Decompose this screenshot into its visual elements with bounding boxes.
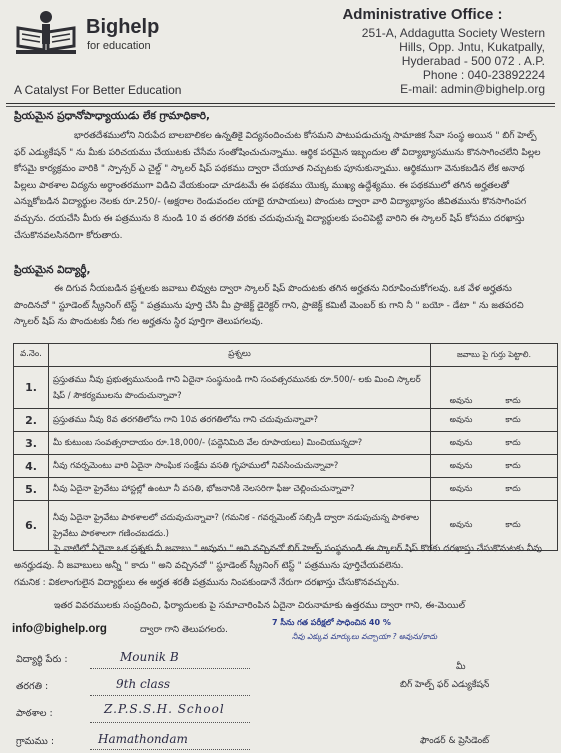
eligibility-paragraph: పై వాటిలో ఏదైనా ఒక ప్రశ్నకు నీ జవాబు " అవును " అని వచ్చినచో బిగ్ హెల్ప్ సంస్థనుండి ఈ స్కాలర్ షిప్ కొరకు దరఖాస్తు చేసుకొనుటకు నీవు అనర్హుడవు. నీ జవాబులు అన్నీ " కాదు " అని వచ్చినచో " స్టూడెంట్ స్క్రీనింగ్ టెస్ట్ " పత్రమును పూర్తిచేయవలెను. — [14, 544, 543, 571]
question-text: ప్రస్తుతము నీవు 8వ తరగతిలోను గాని 10వ తరగతిలోను గాని చదువుచున్నావా? — [49, 409, 431, 432]
school-label: పాఠశాల : — [16, 708, 53, 719]
no-option[interactable]: కాదు — [505, 460, 521, 470]
table-row — [14, 478, 558, 501]
header-divider-thin — [6, 106, 555, 107]
organization-signature: బిగ్ హెల్ప్ ఫర్ ఎడ్యుకేషన్ — [400, 680, 490, 690]
village-value[interactable]: Hamathondam — [98, 732, 188, 746]
col-number-header: వ.నెం. — [14, 344, 49, 367]
question-number: 2. — [14, 409, 49, 432]
office-heading: Administrative Office : — [342, 6, 503, 23]
yes-option[interactable]: అవును — [449, 396, 473, 405]
salutation-headmaster: ప్రియమైన ప్రధానోపాధ్యాయుడు లేక గ్రామాధికారి, — [14, 110, 211, 122]
no-option[interactable]: కాదు — [505, 483, 521, 493]
answer-cell[interactable] — [431, 432, 558, 455]
question-number: 3. — [14, 432, 49, 455]
student-name-value[interactable]: Mounik B — [120, 650, 179, 664]
answer-cell[interactable] — [431, 455, 558, 478]
phone-line: Phone : 040-23892224 — [422, 68, 545, 82]
no-option[interactable]: కాదు — [505, 437, 521, 447]
question-number: 6. — [14, 501, 49, 551]
contact-paragraph: ఇతర వివరములకు సంప్రదించి, ఫిర్యాదులకు పై సమాచారింపిన ఏదైనా చిరునామాకు ఉత్తరము ద్వారా గాని, ఈ-మెయిల్ — [54, 601, 465, 611]
percentage-stamp: 7 సీను గత పరీక్షలో సాధించిన 40 % — [272, 618, 391, 627]
table-header-row — [14, 344, 558, 367]
student-name-line — [90, 668, 250, 669]
col-answer-header: జవాబు పై గుర్తు పెట్టాలి. — [431, 344, 558, 367]
answer-cell[interactable] — [431, 409, 558, 432]
yes-option[interactable]: అవును — [449, 520, 473, 529]
table-row — [14, 432, 558, 455]
table-row — [14, 367, 558, 409]
brand-subtitle: for education — [87, 40, 151, 52]
office-address-block — [300, 6, 545, 96]
col-question-header: ప్రశ్నలు — [49, 344, 431, 367]
yes-option[interactable]: అవును — [449, 460, 473, 470]
village-label: గ్రామము : — [16, 736, 55, 747]
village-line — [90, 749, 250, 750]
founder-title: ఫౌండర్ & ప్రెసిడెంట్ — [420, 736, 490, 746]
bighelp-logo — [14, 10, 78, 56]
tagline: A Catalyst For Better Education — [14, 83, 182, 97]
class-value[interactable]: 9th class — [116, 677, 171, 691]
closing-text: మీ — [456, 662, 466, 672]
student-name-label: విద్యార్థి పేరు : — [16, 654, 68, 665]
brand-name: Bighelp — [86, 16, 160, 38]
book-person-logo-icon — [14, 10, 78, 56]
question-text: నీవు గవర్నమెంటు వారి ఏదైనా సాంఘిక సంక్షేమ వసతి గృహములో నివసించుచున్నావా? — [49, 455, 431, 478]
intro-paragraph: భారతదేశములోని నిరుపేద బాలబాలికల ఉన్నతికై విద్యనందించుట కోసమని పాటుపడుచున్న సామాజిక సేవా సంస్థ అయిన " బిగ్ హెల్ప్ ఫర్ ఎడ్యుకేషన్ " ను మీకు పరిచయము చేయుటకు చేసేమ సంతోషించుచున్నాము. ఆర్థిక పరమైన ఇబ్బందుల తో విద్యాభ్యాసమును కొనసాగించలేని పిల్లల కోసమై కార్యక్రమం వారికి " స్పాన్సర్ ఎ చైల్డ్ " స్కాలర్ షిప్ పథకము ద్వారా చేయూత నిచ్చుటకు పూనుకున్నాము. ఆర్థికముగా వెనుకబడిన లేక అనాథ పిల్లలు పాఠశాల విద్యను అర్ధాంతరముగా విడిచి వేయకుండా చూడటమే ఈ పథకము యొక్క ముఖ్య ఉద్దేశ్యము. ఈ పథకములో తగిన అర్హతలతో ఎన్నుకోబడిన విద్యార్థుల నెలకు రూ.250/- (అక్షరాల రెండువందల యాభై రూపాయలు) పొందుట ద్వారా వారి విద్యాభ్యాసం జీవితమును కొనసాగింపగ వచ్చును. దయచేసి మీరు ఈ పత్రమును 8 నుండి 10 వ తరగతి వరకు చదువుచున్న విద్యార్థులకు పంచిపెట్టి వారిని ఈ స్కాలర్ షిప్ కోసము దరఖాస్తు చేసుకొనవలసినదిగా కోరుతారు. — [14, 131, 541, 241]
address-line: 251-A, Addagutta Society Western — [361, 26, 545, 40]
contact-email[interactable]: info@bighelp.org — [12, 623, 107, 635]
yes-option[interactable]: అవును — [449, 414, 473, 424]
answer-cell[interactable] — [431, 478, 558, 501]
yes-option[interactable]: అవును — [449, 483, 473, 493]
address-line: Hills, Opp. Jntu, Kukatpally, — [399, 40, 545, 54]
question-text: ప్రస్తుతము నీవు ప్రభుత్వమునుండి గాని ఏదైనా సంస్థనుండి గాని సంవత్సరమునకు రూ.500/- లకు మించి స్కాలర్ షిప్ / సౌకర్యములను పొందుచున్నావా? — [49, 367, 431, 409]
note-paragraph: గమనిక : వికలాంగులైన విద్యార్థులు ఈ అర్హత శరతీ పత్రమును నింపకుండానే నేరుగా దరఖాస్తు చేసుకొనవచ్చును. — [14, 578, 400, 588]
handwritten-question: నీవు ఎక్కువ మార్కులు వచ్చాయా ? అవును/కాదు — [292, 632, 438, 641]
question-text: నీవు ఏదైనా ప్రైవేటు పాఠశాలలో చదువుచున్నావా? (గమనిక - గవర్నమెంట్ సబ్సిడీ ద్వారా నడుపుచున్న పాఠశాల ప్రైవేటు పాఠశాలగా గణించబడదు.) — [49, 501, 431, 551]
table-row — [14, 409, 558, 432]
question-number: 4. — [14, 455, 49, 478]
table-row — [14, 455, 558, 478]
question-number: 5. — [14, 478, 49, 501]
class-label: తరగతి : — [16, 681, 49, 692]
address-line: Hyderabad - 500 072 . A.P. — [401, 54, 545, 68]
question-text: నీవు ఏదైనా ప్రైవేటు హాస్టల్లో ఉంటూ నీ వసతి, భోజనానికి నెలసరిగా ఫీజు చెల్లించుచున్నావా? — [49, 478, 431, 501]
school-line — [90, 722, 250, 723]
class-line — [90, 695, 250, 696]
question-text: మీ కుటుంబ సంవత్సరాదాయం రూ.18,000/- (పద్దెనిమిది వేల రూపాయలు) మించియున్నదా? — [49, 432, 431, 455]
school-value[interactable]: Z.P.S.S.H. School — [104, 702, 225, 716]
question-number: 1. — [14, 367, 49, 409]
salutation-student: ప్రియమైన విద్యార్థీ, — [14, 264, 91, 276]
no-option[interactable]: కాదు — [505, 396, 521, 405]
no-option[interactable]: కాదు — [505, 520, 521, 529]
header-divider — [6, 103, 555, 104]
answer-cell[interactable] — [431, 367, 558, 409]
no-option[interactable]: కాదు — [505, 414, 521, 424]
yes-option[interactable]: అవును — [449, 437, 473, 447]
eligibility-question-table — [13, 343, 558, 551]
instruction-paragraph: ఈ దిగువ నీయబడిన ప్రశ్నలకు జవాబు లివ్వుట ద్వారా స్కాలర్ షిప్ పొందుటకు తగిన అర్హతను నిరూపించుకోగలవు. ఒక వేళ అర్హతను పొందినచో " స్టూడెంట్ స్క్రీనింగ్ టెస్ట్ " పత్రమును పూర్తి చేసి మీ ప్రాజెక్ట్ డైరెక్టర్ గాని, ప్రాజెక్ట్ కమిటీ మెంబర్ కు గాని నీ " బయో - డేటా " ను జతపరచి స్కాలర్ షిప్ ను పొందుటకు నీకు గల అర్హతను స్థిర పూర్తిగా తెలుపగలవు. — [14, 284, 524, 328]
email-line: E-mail: admin@bighelp.org — [400, 82, 545, 96]
contact-email-suffix: ద్వారా గాని తెలుపగలరు. — [140, 625, 228, 635]
